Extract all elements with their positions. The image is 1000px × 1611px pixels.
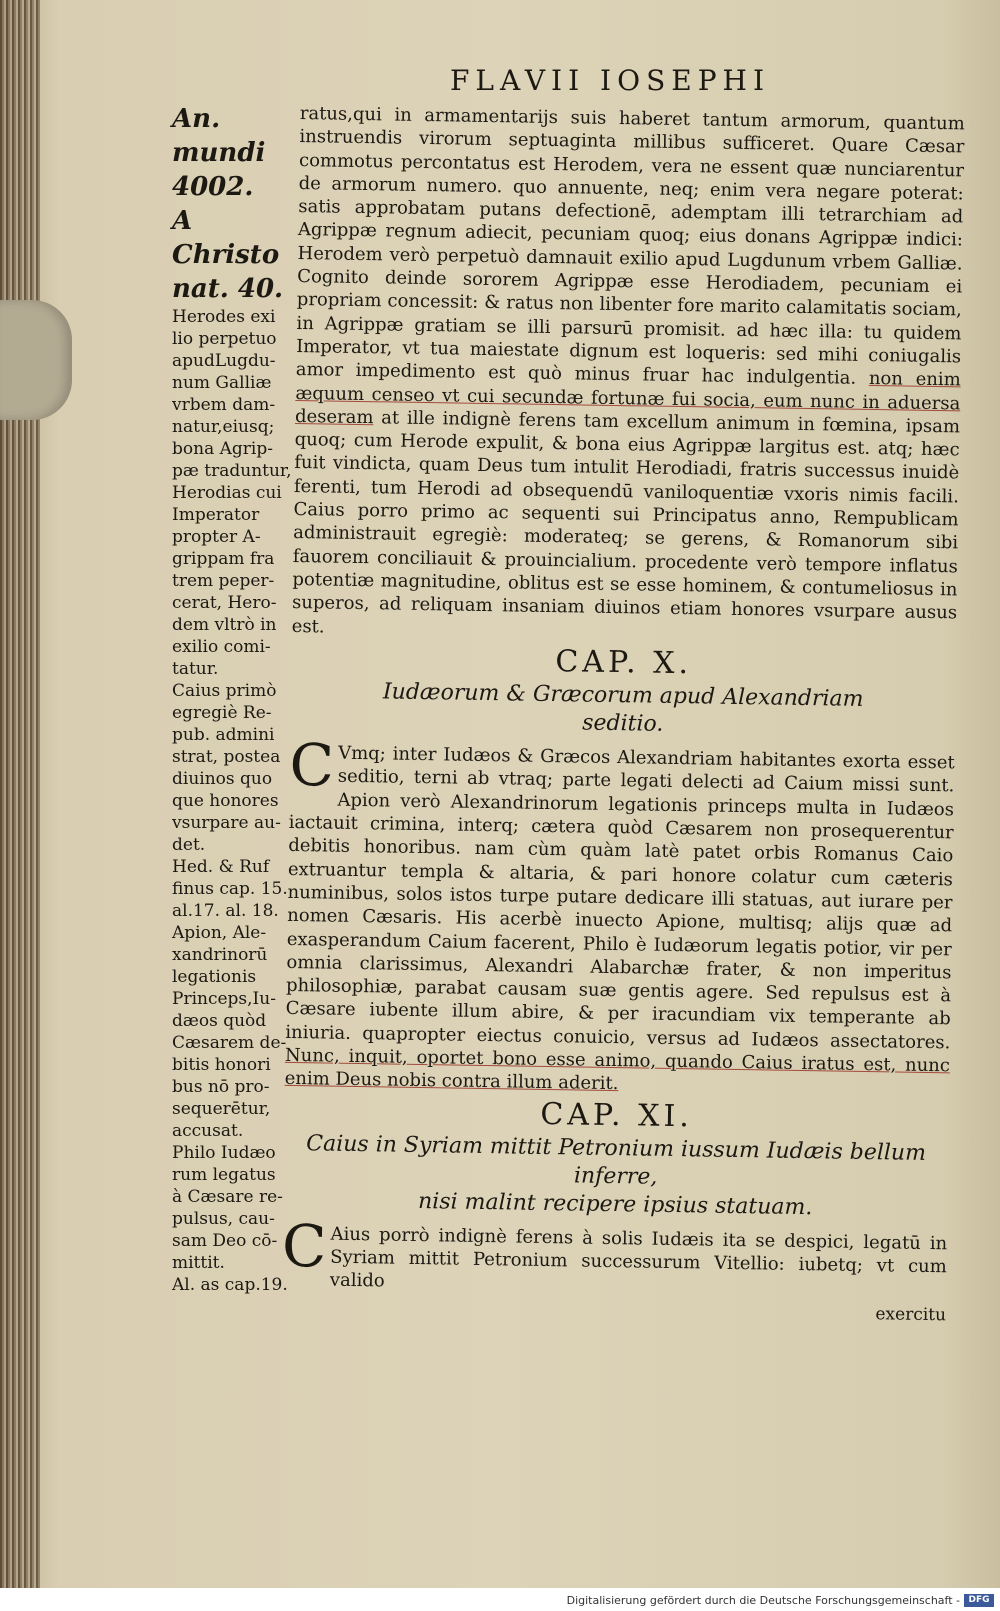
paragraph-petronius <box>281 1211 948 1302</box>
drop-cap: C <box>281 1211 327 1281</box>
margin-year-christo-num: nat. 40. <box>172 274 284 304</box>
paragraph-herodes <box>292 102 965 648</box>
underlined-passage-2: Nunc, inquit, oportet bono esse animo, quando Caius iratus est, nunc enim Deus nobis contra illum aderit. <box>284 1044 951 1095</box>
running-head: FLAVII IOSEPHI <box>449 64 771 97</box>
chapter-x-title-line-1: Iudæorum & Græcorum apud Alexandriam <box>382 679 864 713</box>
margin-notes <box>172 102 302 1296</box>
margin-note-alias: Al. as cap.19. <box>172 1275 288 1295</box>
drop-cap: C <box>289 731 335 800</box>
chapter-xi-heading: CAP. XI. <box>540 1096 694 1134</box>
catchword: exercitu <box>875 1303 947 1326</box>
chapter-x-title-line-2: seditio. <box>581 710 664 737</box>
chapter-xi-title-line-1: Caius in Syriam mittit Petronium iussum Iudæis bellum inferre, <box>306 1131 927 1190</box>
paragraph-herodes-part-a: ratus,qui in armamentarijs suis haberet tantum armorum, quantum instruendis virorum septuaginta millibus sufficeret. Quare Cæsar commotus percontatus est Herodem, vera ne essent quæ nunciarentur de armorum numero. quo annuente, neq; enim vera negare poterat: satis approbatam putans defectionē, ademptam illi tetrarchiam ad Agrippæ regnum adiecit, pecuniam quoq; eius donans Agrippæ indici: Herodem verò perpetuò damnauit exilio apud Lugdunum vrbem Galliæ. Cognito deinde sororem Agrippæ esse Herodiadem, pecuniam ei propriam concessit: & ratus non libenter fore marito calamitatis sociam, in Agrippæ gratiam se illi parsurū promisit. ad hæc illa: tu quidem Imperator, vt tua maiestate dignum est loqueris: sed mihi coniugalis amor impedimento est quò minus fruar hac indulgentia. <box>295 102 965 390</box>
underlined-passage-1: non enim æquum censeo vt cui secundæ fortunæ fui socia, eum nunc in aduersa deseram <box>294 368 961 429</box>
dfg-logo-icon: DFG <box>964 1594 994 1607</box>
margin-note-herodes: Herodes exi lio perpetuo apudLugdu- num Galliæ vrbem dam- natur,eiusq; bona Agrip- pæ traduntur, Herodias cui Imperator propter A- grippam fra trem peper- cerat, Hero- dem vltrò in exilio comi- tatur. <box>172 307 292 679</box>
margin-note-caius: Caius primò egregiè Re- pub. admini strat, postea diuinos quo que honores vsurpare au- det. <box>172 681 281 855</box>
margin-year-mundi: An. mundi <box>172 104 266 168</box>
chapter-xi-title-line-2: nisi malint recipere ipsius statuam. <box>417 1188 813 1221</box>
margin-year-christo: A Christo <box>172 206 280 270</box>
margin-note-philo: Philo Iudæo rum legatus à Cæsare re- pulsus, cau- sam Deo cō- mittit. <box>172 1143 283 1273</box>
chapter-x-heading: CAP. X. <box>555 643 693 682</box>
margin-note-apion: Apion, Ale- xandrinorū legationis Princeps,Iu- dæos quòd Cæsarem de- bitis honori bus nō pro- sequerētur, accusat. <box>172 923 287 1141</box>
footer-bar <box>0 1590 1000 1611</box>
chapter-x-title <box>290 677 956 743</box>
footer-credit: Digitalisierung gefördert durch die Deutsche Forschungsgemeinschaft - <box>566 1594 960 1607</box>
chapter-xi-title <box>283 1130 949 1224</box>
paragraph-petronius-text: Aius porrò indignè ferens à solis Iudæis ita se despici, legatū in Syriam mittit Petronium successurum Vitellio: iubetq; vt cum valido <box>329 1223 948 1292</box>
main-text <box>281 102 965 1327</box>
margin-note-reference: Hed. & Ruf finus cap. 15. al.17. al. 18. <box>172 857 288 921</box>
paragraph-herodes-part-b: at ille indignè ferens tam excellum animum in fœmina, ipsam quoq; cum Herode expulit, & bona eius Agrippæ largitus est. atq; hæc fuit vindicta, quam Deus tum intulit Herodiadi, fratris successus inuidè ferenti, tum Herodi ad obsequendū vaniloquentiæ vxoris nimis facili. Caius porro primo ac sequenti sui Principatus anno, Rempublicam administrauit egregiè: moderateq; se gerens, & Romanorum sibi fauorem conciliauit & prouincialium. procedente verò tempore inflatus potentiæ magnitudine, oblitus est se esse hominem, & contumeliosus in superos, ad reliquam insaniam diuinos etiam honores vsurpare ausus est. <box>291 407 961 637</box>
page-clasp <box>0 300 72 420</box>
paragraph-seditio <box>284 731 955 1101</box>
paragraph-seditio-text: Vmq; inter Iudæos & Græcos Alexandriam habitantes exorta esset seditio, terni ab vtraq; parte legati delecti ad Caium missi sunt. Apion verò Alexandrinorum legationis princeps multa in Iudæos iactauit crimina, interq; cætera quòd Cæsarem non prosequerentur debitis honoribus. nam cùm quàm latè patet orbis Romanus Caio extruantur templa & altaria, & pari honore colatur cum cæteris numinibus, solos istos turpe putare dedicare illi statuas, aut iurare per nomen Cæsaris. His acerbè inuecto Apione, multisq; alijs quæ ad exasperandum Caium facerent, Philo è Iudæorum legatis potior, vir per omnia clarissimus, Alexandri Alabarchæ frater, & non imperitus philosophiæ, parabat causam suæ gentis agere. Sed repulsus est à Cæsare iubente illum abire, & per iracundiam vix temperante ab iniuria. quapropter eiectus conuicio, versus ad Iudæos assectatores. <box>285 742 955 1054</box>
book-spine <box>0 0 40 1588</box>
margin-year-mundi-num: 4002. <box>172 172 254 202</box>
